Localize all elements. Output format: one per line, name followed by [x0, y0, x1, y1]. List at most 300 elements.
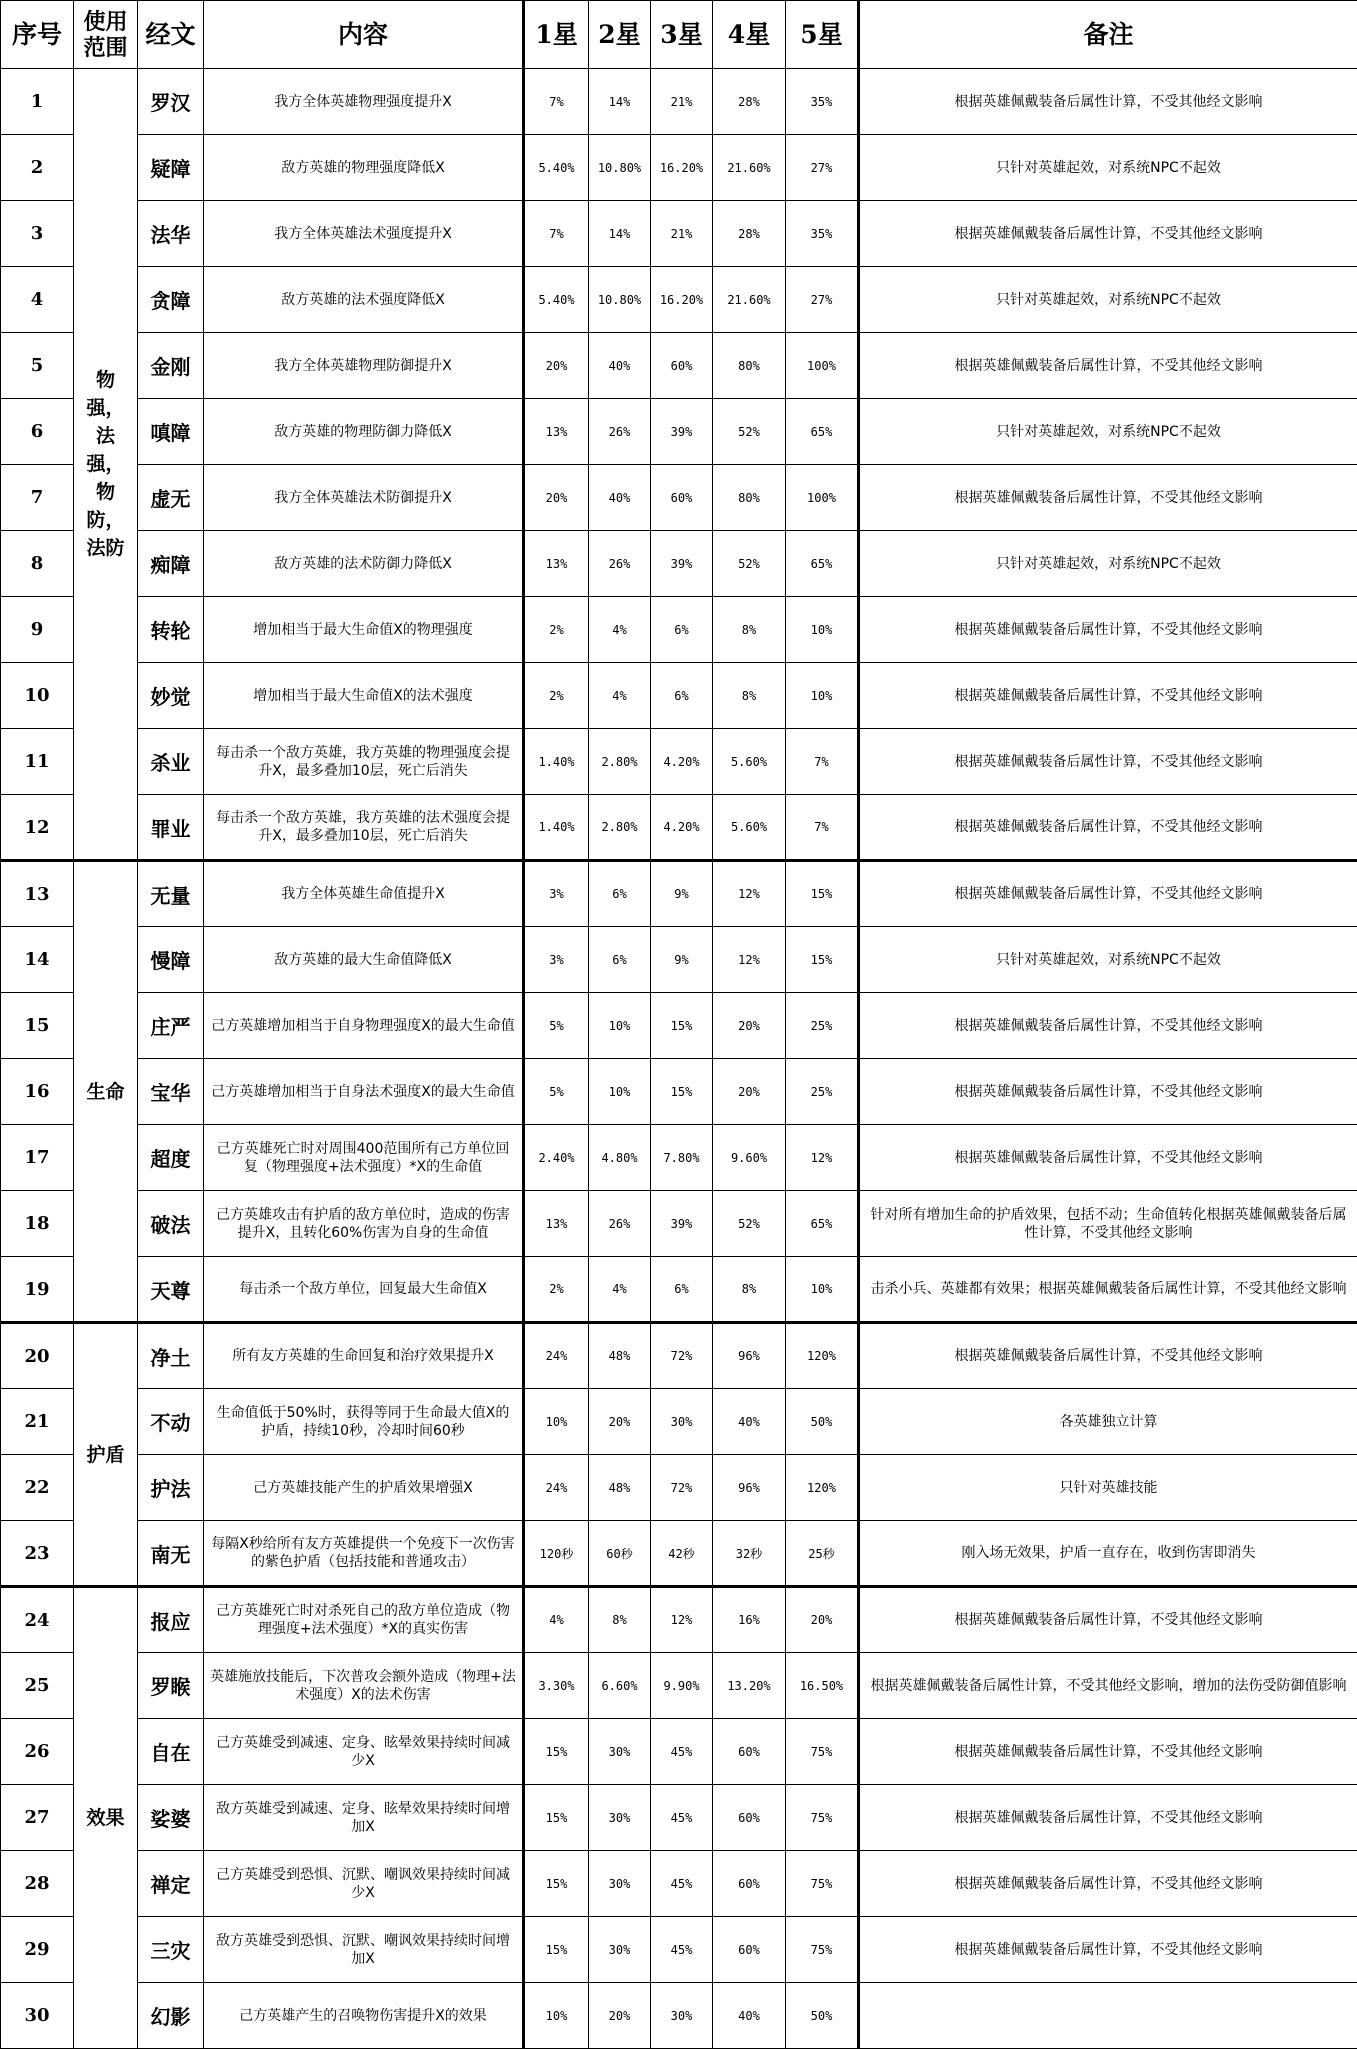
sutra-content: 每击杀一个敌方英雄，我方英雄的法术强度会提升X，最多叠加10层，死亡后消失	[204, 795, 524, 861]
header-star2: 2星	[589, 1, 651, 69]
sutra-name: 护法	[138, 1455, 204, 1521]
sutra-name: 杀业	[138, 729, 204, 795]
star1-value: 5.40%	[524, 267, 589, 333]
table-row	[1, 1719, 1357, 1785]
star2-value: 6.60%	[589, 1653, 651, 1719]
sutra-name: 虚无	[138, 465, 204, 531]
star4-value: 9.60%	[713, 1125, 786, 1191]
star5-value: 100%	[786, 333, 859, 399]
sutra-content: 己方英雄增加相当于自身法术强度X的最大生命值	[204, 1059, 524, 1125]
star1-value: 4%	[524, 1587, 589, 1653]
sutra-content: 敌方英雄的最大生命值降低X	[204, 927, 524, 993]
sutra-content: 己方英雄死亡时对杀死自己的敌方单位造成（物理强度+法术强度）*X的真实伤害	[204, 1587, 524, 1653]
note: 只针对英雄起效，对系统NPC不起效	[859, 399, 1357, 465]
row-index: 8	[1, 531, 74, 597]
sutra-name: 法华	[138, 201, 204, 267]
note: 根据英雄佩戴装备后属性计算，不受其他经文影响	[859, 69, 1357, 135]
star1-value: 10%	[524, 1983, 589, 2049]
table-row	[1, 1191, 1357, 1257]
star1-value: 2%	[524, 1257, 589, 1323]
table-row	[1, 597, 1357, 663]
star2-value: 48%	[589, 1323, 651, 1389]
table-row	[1, 267, 1357, 333]
star5-value: 25秒	[786, 1521, 859, 1587]
star4-value: 8%	[713, 1257, 786, 1323]
star1-value: 3.30%	[524, 1653, 589, 1719]
row-index: 19	[1, 1257, 74, 1323]
star3-value: 6%	[651, 663, 713, 729]
star4-value: 5.60%	[713, 729, 786, 795]
row-index: 10	[1, 663, 74, 729]
star1-value: 20%	[524, 465, 589, 531]
star5-value: 25%	[786, 1059, 859, 1125]
star5-value: 10%	[786, 597, 859, 663]
row-index: 5	[1, 333, 74, 399]
row-index: 30	[1, 1983, 74, 2049]
star2-value: 10.80%	[589, 135, 651, 201]
star4-value: 8%	[713, 663, 786, 729]
header-star1: 1星	[524, 1, 589, 69]
sutra-content: 敌方英雄的法术防御力降低X	[204, 531, 524, 597]
star5-value: 65%	[786, 399, 859, 465]
row-index: 3	[1, 201, 74, 267]
star5-value: 27%	[786, 135, 859, 201]
scope-group3: 护盾	[74, 1323, 138, 1587]
star3-value: 9%	[651, 927, 713, 993]
star5-value: 7%	[786, 795, 859, 861]
star3-value: 21%	[651, 201, 713, 267]
row-index: 24	[1, 1587, 74, 1653]
star3-value: 45%	[651, 1785, 713, 1851]
note: 根据英雄佩戴装备后属性计算，不受其他经文影响	[859, 1125, 1357, 1191]
note: 针对所有增加生命的护盾效果，包括不动；生命值转化根据英雄佩戴装备后属性计算，不受其他经文影响	[859, 1191, 1357, 1257]
sutra-name: 罗汉	[138, 69, 204, 135]
row-index: 2	[1, 135, 74, 201]
star1-value: 15%	[524, 1785, 589, 1851]
row-index: 14	[1, 927, 74, 993]
note	[859, 1983, 1357, 2049]
note: 根据英雄佩戴装备后属性计算，不受其他经文影响	[859, 663, 1357, 729]
row-index: 11	[1, 729, 74, 795]
row-index: 16	[1, 1059, 74, 1125]
table-row	[1, 795, 1357, 861]
star4-value: 80%	[713, 465, 786, 531]
note: 根据英雄佩戴装备后属性计算，不受其他经文影响	[859, 861, 1357, 927]
star4-value: 96%	[713, 1323, 786, 1389]
star1-value: 2%	[524, 663, 589, 729]
sutra-content: 每隔X秒给所有友方英雄提供一个免疫下一次伤害的紫色护盾（包括技能和普通攻击）	[204, 1521, 524, 1587]
star1-value: 1.40%	[524, 795, 589, 861]
sutra-content: 所有友方英雄的生命回复和治疗效果提升X	[204, 1323, 524, 1389]
table-row	[1, 135, 1357, 201]
star5-value: 27%	[786, 267, 859, 333]
note: 根据英雄佩戴装备后属性计算，不受其他经文影响	[859, 1851, 1357, 1917]
note: 根据英雄佩戴装备后属性计算，不受其他经文影响	[859, 333, 1357, 399]
star2-value: 26%	[589, 399, 651, 465]
table-row	[1, 1455, 1357, 1521]
star4-value: 40%	[713, 1389, 786, 1455]
table-row	[1, 399, 1357, 465]
star5-value: 35%	[786, 69, 859, 135]
star3-value: 4.20%	[651, 729, 713, 795]
table-row	[1, 1389, 1357, 1455]
star2-value: 20%	[589, 1983, 651, 2049]
star2-value: 4%	[589, 1257, 651, 1323]
sutra-content: 敌方英雄的物理强度降低X	[204, 135, 524, 201]
row-index: 21	[1, 1389, 74, 1455]
note: 刚入场无效果，护盾一直存在，收到伤害即消失	[859, 1521, 1357, 1587]
row-index: 15	[1, 993, 74, 1059]
star2-value: 30%	[589, 1785, 651, 1851]
note: 根据英雄佩戴装备后属性计算，不受其他经文影响	[859, 993, 1357, 1059]
sutra-name: 无量	[138, 861, 204, 927]
star1-value: 15%	[524, 1851, 589, 1917]
sutra-name: 金刚	[138, 333, 204, 399]
star1-value: 1.40%	[524, 729, 589, 795]
star5-value: 7%	[786, 729, 859, 795]
sutra-content: 己方英雄增加相当于自身物理强度X的最大生命值	[204, 993, 524, 1059]
sutra-name: 痴障	[138, 531, 204, 597]
star4-value: 12%	[713, 861, 786, 927]
star1-value: 2%	[524, 597, 589, 663]
star4-value: 40%	[713, 1983, 786, 2049]
note: 根据英雄佩戴装备后属性计算，不受其他经文影响	[859, 729, 1357, 795]
star3-value: 9%	[651, 861, 713, 927]
star2-value: 60秒	[589, 1521, 651, 1587]
star5-value: 15%	[786, 861, 859, 927]
sutra-name: 天尊	[138, 1257, 204, 1323]
header-index: 序号	[1, 1, 74, 69]
table-row	[1, 333, 1357, 399]
star3-value: 45%	[651, 1851, 713, 1917]
note: 根据英雄佩戴装备后属性计算，不受其他经文影响	[859, 795, 1357, 861]
scope-group1: 物强，法强，物防，法防	[74, 69, 138, 861]
note: 只针对英雄起效，对系统NPC不起效	[859, 531, 1357, 597]
star4-value: 20%	[713, 993, 786, 1059]
sutra-name: 疑障	[138, 135, 204, 201]
star1-value: 3%	[524, 861, 589, 927]
table-row	[1, 993, 1357, 1059]
sutra-content: 我方全体英雄物理防御提升X	[204, 333, 524, 399]
star3-value: 6%	[651, 597, 713, 663]
table-row	[1, 1785, 1357, 1851]
sutra-name: 罪业	[138, 795, 204, 861]
row-index: 12	[1, 795, 74, 861]
row-index: 27	[1, 1785, 74, 1851]
row-index: 7	[1, 465, 74, 531]
table-row	[1, 1917, 1357, 1983]
table-row	[1, 1323, 1357, 1389]
sutra-name: 转轮	[138, 597, 204, 663]
star5-value: 75%	[786, 1785, 859, 1851]
scope-group2: 生命	[74, 861, 138, 1323]
note: 根据英雄佩戴装备后属性计算，不受其他经文影响	[859, 201, 1357, 267]
sutra-content: 敌方英雄受到恐惧、沉默、嘲讽效果持续时间增加X	[204, 1917, 524, 1983]
note: 根据英雄佩戴装备后属性计算，不受其他经文影响	[859, 1785, 1357, 1851]
star1-value: 20%	[524, 333, 589, 399]
sutra-content: 我方全体英雄物理强度提升X	[204, 69, 524, 135]
table-row	[1, 1983, 1357, 2049]
star2-value: 2.80%	[589, 795, 651, 861]
star3-value: 39%	[651, 1191, 713, 1257]
star5-value: 50%	[786, 1389, 859, 1455]
star2-value: 10.80%	[589, 267, 651, 333]
star1-value: 13%	[524, 399, 589, 465]
row-index: 25	[1, 1653, 74, 1719]
star1-value: 15%	[524, 1917, 589, 1983]
star3-value: 21%	[651, 69, 713, 135]
row-index: 1	[1, 69, 74, 135]
table-row	[1, 861, 1357, 927]
sutra-name: 贪障	[138, 267, 204, 333]
sutra-name: 慢障	[138, 927, 204, 993]
sutra-content: 每击杀一个敌方英雄，我方英雄的物理强度会提升X，最多叠加10层，死亡后消失	[204, 729, 524, 795]
star4-value: 96%	[713, 1455, 786, 1521]
star2-value: 40%	[589, 333, 651, 399]
note: 根据英雄佩戴装备后属性计算，不受其他经文影响	[859, 597, 1357, 663]
note: 根据英雄佩戴装备后属性计算，不受其他经文影响	[859, 1059, 1357, 1125]
star3-value: 45%	[651, 1719, 713, 1785]
star4-value: 8%	[713, 597, 786, 663]
star1-value: 7%	[524, 69, 589, 135]
sutra-name: 净土	[138, 1323, 204, 1389]
star4-value: 21.60%	[713, 267, 786, 333]
sutra-content: 己方英雄受到减速、定身、眩晕效果持续时间减少X	[204, 1719, 524, 1785]
star4-value: 60%	[713, 1785, 786, 1851]
sutra-content: 敌方英雄的物理防御力降低X	[204, 399, 524, 465]
row-index: 9	[1, 597, 74, 663]
note: 根据英雄佩戴装备后属性计算，不受其他经文影响	[859, 465, 1357, 531]
star4-value: 52%	[713, 399, 786, 465]
star3-value: 39%	[651, 399, 713, 465]
table-row	[1, 1851, 1357, 1917]
table-row	[1, 1125, 1357, 1191]
star1-value: 24%	[524, 1323, 589, 1389]
star2-value: 30%	[589, 1917, 651, 1983]
sutra-name: 妙觉	[138, 663, 204, 729]
row-index: 20	[1, 1323, 74, 1389]
star5-value: 25%	[786, 993, 859, 1059]
row-index: 26	[1, 1719, 74, 1785]
star5-value: 75%	[786, 1719, 859, 1785]
star3-value: 60%	[651, 465, 713, 531]
star1-value: 5%	[524, 1059, 589, 1125]
star3-value: 9.90%	[651, 1653, 713, 1719]
star5-value: 65%	[786, 1191, 859, 1257]
star3-value: 45%	[651, 1917, 713, 1983]
sutra-name: 嗔障	[138, 399, 204, 465]
note: 只针对英雄起效，对系统NPC不起效	[859, 927, 1357, 993]
star1-value: 5%	[524, 993, 589, 1059]
sutra-name: 宝华	[138, 1059, 204, 1125]
sutra-content: 我方全体英雄法术防御提升X	[204, 465, 524, 531]
star5-value: 10%	[786, 1257, 859, 1323]
star4-value: 52%	[713, 1191, 786, 1257]
table-body	[1, 69, 1357, 2049]
star1-value: 13%	[524, 1191, 589, 1257]
table-row	[1, 663, 1357, 729]
row-index: 6	[1, 399, 74, 465]
note: 只针对英雄技能	[859, 1455, 1357, 1521]
table-row	[1, 1257, 1357, 1323]
star2-value: 14%	[589, 201, 651, 267]
star2-value: 8%	[589, 1587, 651, 1653]
star5-value: 10%	[786, 663, 859, 729]
star4-value: 20%	[713, 1059, 786, 1125]
star5-value: 75%	[786, 1917, 859, 1983]
star3-value: 30%	[651, 1983, 713, 2049]
header-star5: 5星	[786, 1, 859, 69]
star3-value: 7.80%	[651, 1125, 713, 1191]
header-note: 备注	[859, 1, 1357, 69]
star5-value: 50%	[786, 1983, 859, 2049]
sutra-content: 英雄施放技能后，下次普攻会额外造成（物理+法术强度）X的法术伤害	[204, 1653, 524, 1719]
sutra-name: 三灾	[138, 1917, 204, 1983]
star2-value: 30%	[589, 1719, 651, 1785]
header-content: 内容	[204, 1, 524, 69]
star3-value: 16.20%	[651, 267, 713, 333]
star3-value: 72%	[651, 1323, 713, 1389]
table-row	[1, 1587, 1357, 1653]
sutra-name: 破法	[138, 1191, 204, 1257]
star4-value: 21.60%	[713, 135, 786, 201]
note: 根据英雄佩戴装备后属性计算，不受其他经文影响，增加的法伤受防御值影响	[859, 1653, 1357, 1719]
star5-value: 16.50%	[786, 1653, 859, 1719]
star5-value: 15%	[786, 927, 859, 993]
sutra-name: 娑婆	[138, 1785, 204, 1851]
header-scope: 使用范围	[74, 1, 138, 69]
star1-value: 120秒	[524, 1521, 589, 1587]
row-index: 22	[1, 1455, 74, 1521]
row-index: 29	[1, 1917, 74, 1983]
sutra-name: 南无	[138, 1521, 204, 1587]
sutra-content: 增加相当于最大生命值X的法术强度	[204, 663, 524, 729]
star5-value: 12%	[786, 1125, 859, 1191]
note: 击杀小兵、英雄都有效果；根据英雄佩戴装备后属性计算，不受其他经文影响	[859, 1257, 1357, 1323]
sutra-name: 幻影	[138, 1983, 204, 2049]
scope-group4: 效果	[74, 1587, 138, 2049]
star1-value: 24%	[524, 1455, 589, 1521]
sutra-name: 罗睺	[138, 1653, 204, 1719]
star5-value: 120%	[786, 1455, 859, 1521]
sutra-content: 增加相当于最大生命值X的物理强度	[204, 597, 524, 663]
table-row	[1, 1521, 1357, 1587]
sutra-content: 敌方英雄受到减速、定身、眩晕效果持续时间增加X	[204, 1785, 524, 1851]
star2-value: 20%	[589, 1389, 651, 1455]
star4-value: 28%	[713, 201, 786, 267]
star4-value: 60%	[713, 1719, 786, 1785]
star4-value: 80%	[713, 333, 786, 399]
table-row	[1, 201, 1357, 267]
table-row	[1, 1653, 1357, 1719]
star3-value: 6%	[651, 1257, 713, 1323]
star3-value: 15%	[651, 1059, 713, 1125]
table-row	[1, 69, 1357, 135]
star2-value: 26%	[589, 1191, 651, 1257]
star2-value: 48%	[589, 1455, 651, 1521]
sutra-name: 报应	[138, 1587, 204, 1653]
star2-value: 14%	[589, 69, 651, 135]
star4-value: 12%	[713, 927, 786, 993]
sutra-content: 己方英雄死亡时对周围400范围所有己方单位回复（物理强度+法术强度）*X的生命值	[204, 1125, 524, 1191]
note: 根据英雄佩戴装备后属性计算，不受其他经文影响	[859, 1323, 1357, 1389]
table-row	[1, 927, 1357, 993]
star3-value: 12%	[651, 1587, 713, 1653]
row-index: 28	[1, 1851, 74, 1917]
star3-value: 4.20%	[651, 795, 713, 861]
star4-value: 32秒	[713, 1521, 786, 1587]
note: 各英雄独立计算	[859, 1389, 1357, 1455]
star1-value: 15%	[524, 1719, 589, 1785]
note: 根据英雄佩戴装备后属性计算，不受其他经文影响	[859, 1719, 1357, 1785]
header-sutra: 经文	[138, 1, 204, 69]
table-row	[1, 465, 1357, 531]
star1-value: 7%	[524, 201, 589, 267]
star4-value: 16%	[713, 1587, 786, 1653]
table-row	[1, 1059, 1357, 1125]
star2-value: 4%	[589, 663, 651, 729]
sutra-content: 己方英雄技能产生的护盾效果增强X	[204, 1455, 524, 1521]
star3-value: 30%	[651, 1389, 713, 1455]
row-index: 17	[1, 1125, 74, 1191]
star4-value: 60%	[713, 1917, 786, 1983]
star1-value: 13%	[524, 531, 589, 597]
star3-value: 15%	[651, 993, 713, 1059]
sutra-content: 己方英雄产生的召唤物伤害提升X的效果	[204, 1983, 524, 2049]
star4-value: 52%	[713, 531, 786, 597]
star1-value: 3%	[524, 927, 589, 993]
star5-value: 35%	[786, 201, 859, 267]
sutra-name: 超度	[138, 1125, 204, 1191]
header-row	[1, 1, 1357, 69]
star4-value: 60%	[713, 1851, 786, 1917]
row-index: 18	[1, 1191, 74, 1257]
star2-value: 40%	[589, 465, 651, 531]
table-row	[1, 729, 1357, 795]
star4-value: 28%	[713, 69, 786, 135]
star1-value: 10%	[524, 1389, 589, 1455]
star2-value: 2.80%	[589, 729, 651, 795]
sutra-name: 不动	[138, 1389, 204, 1455]
sutra-content: 己方英雄攻击有护盾的敌方单位时，造成的伤害提升X，且转化60%伤害为自身的生命值	[204, 1191, 524, 1257]
star4-value: 5.60%	[713, 795, 786, 861]
sutra-name: 庄严	[138, 993, 204, 1059]
star2-value: 10%	[589, 993, 651, 1059]
table-row	[1, 531, 1357, 597]
note: 只针对英雄起效，对系统NPC不起效	[859, 135, 1357, 201]
note: 根据英雄佩戴装备后属性计算，不受其他经文影响	[859, 1917, 1357, 1983]
star2-value: 6%	[589, 927, 651, 993]
star5-value: 20%	[786, 1587, 859, 1653]
star2-value: 10%	[589, 1059, 651, 1125]
star5-value: 75%	[786, 1851, 859, 1917]
sutra-content: 我方全体英雄生命值提升X	[204, 861, 524, 927]
star5-value: 120%	[786, 1323, 859, 1389]
star5-value: 65%	[786, 531, 859, 597]
sutra-name: 禅定	[138, 1851, 204, 1917]
star1-value: 5.40%	[524, 135, 589, 201]
star3-value: 72%	[651, 1455, 713, 1521]
star3-value: 16.20%	[651, 135, 713, 201]
header-star3: 3星	[651, 1, 713, 69]
star2-value: 4.80%	[589, 1125, 651, 1191]
sutra-content: 生命值低于50%时，获得等同于生命最大值X的护盾，持续10秒，冷却时间60秒	[204, 1389, 524, 1455]
star3-value: 39%	[651, 531, 713, 597]
star1-value: 2.40%	[524, 1125, 589, 1191]
star2-value: 6%	[589, 861, 651, 927]
star5-value: 100%	[786, 465, 859, 531]
sutra-content: 每击杀一个敌方单位，回复最大生命值X	[204, 1257, 524, 1323]
